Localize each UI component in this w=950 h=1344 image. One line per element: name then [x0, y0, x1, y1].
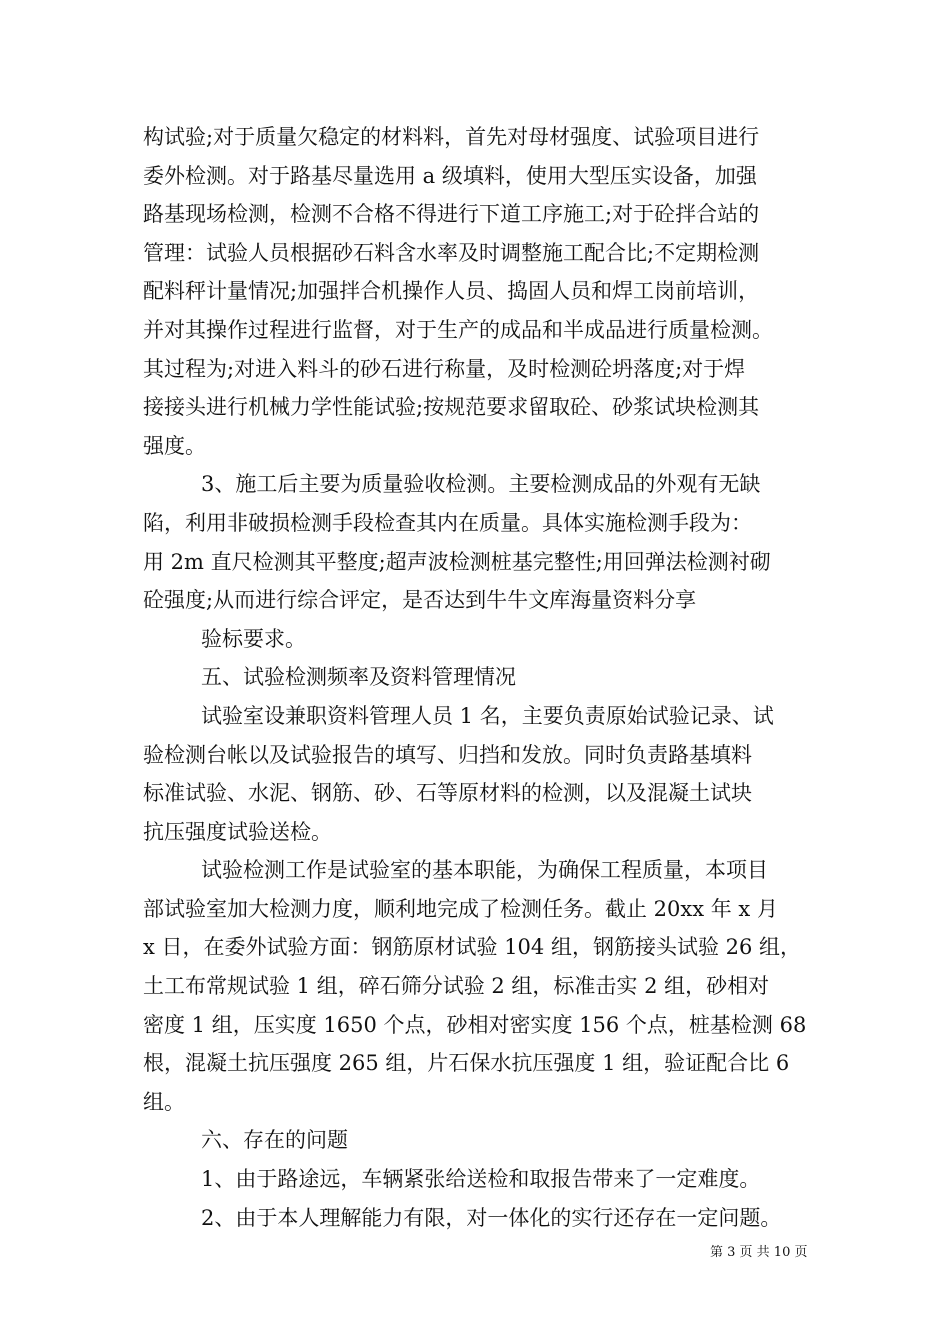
text-line: 路基现场检测，检测不合格不得进行下道工序施工;对于砼拌合站的: [143, 202, 760, 227]
text-line: 其过程为;对进入料斗的砂石进行称量，及时检测砼坍落度;对于焊: [143, 356, 746, 381]
text-line: 构试验;对于质量欠稳定的材料料，首先对母材强度、试验项目进行: [143, 125, 760, 149]
text-line: 验标要求。: [201, 626, 306, 651]
text-line: 接接头进行机械力学性能试验;按规范要求留取砼、砂浆试块检测其: [143, 395, 760, 420]
text-line: 管理：试验人员根据砂石料含水率及时调整施工配合比;不定期检测: [143, 240, 760, 265]
text-line: 试验检测工作是试验室的基本职能，为确保工程质量，本项目: [201, 858, 768, 883]
text-line: 配料秤计量情况;加强拌合机操作人员、捣固人员和焊工岗前培训，: [143, 279, 760, 304]
text-line: 土工布常规试验 1 组，碎石筛分试验 2 组，标准击实 2 组，砂相对: [143, 974, 770, 999]
text-line: 组。: [143, 1089, 185, 1114]
text-line: 陷，利用非破损检测手段检查其内在质量。具体实施检测手段为：: [143, 510, 752, 535]
text-line: 2、由于本人理解能力有限，对一体化的实行还存在一定问题。: [201, 1205, 782, 1230]
text-line: 并对其操作过程进行监督，对于生产的成品和半成品进行质量检测。: [143, 317, 773, 342]
text-line: 根，混凝土抗压强度 265 组，片石保水抗压强度 1 组，验证配合比 6: [143, 1051, 790, 1076]
text-line: 用 2m 直尺检测其平整度;超声波检测桩基完整性;用回弹法检测衬砌: [143, 549, 771, 574]
text-line: 3、施工后主要为质量验收检测。主要检测成品的外观有无缺: [201, 472, 761, 497]
page-number: 第 3 页 共 10 页: [710, 1245, 808, 1260]
text-line: 1、由于路途远，车辆紧张给送检和取报告带来了一定难度。: [201, 1167, 761, 1192]
text-line: 密度 1 组，压实度 1650 个点，砂相对密实度 156 个点，桩基检测 68: [143, 1012, 807, 1037]
text-line: 验检测台帐以及试验报告的填写、归挡和发放。同时负责路基填料: [143, 742, 752, 767]
text-line: x 日，在委外试验方面：钢筋原材试验 104 组，钢筋接头试验 26 组，: [143, 935, 802, 960]
text-line: 砼强度;从而进行综合评定，是否达到牛牛文库海量资料分享: [143, 588, 697, 613]
text-line: 部试验室加大检测力度，顺利地完成了检测任务。截止 20xx 年 x 月: [143, 896, 778, 921]
text-line: 试验室设兼职资料管理人员 1 名，主要负责原始试验记录、试: [201, 703, 774, 728]
document-body: [143, 118, 823, 1237]
section-heading: 六、存在的问题: [201, 1128, 348, 1153]
section-heading: 五、试验检测频率及资料管理情况: [201, 665, 516, 690]
text-line: 抗压强度试验送检。: [143, 819, 332, 844]
text-line: 标准试验、水泥、钢筋、砂、石等原材料的检测，以及混凝土试块: [143, 781, 752, 806]
text-line: 委外检测。对于路基尽量选用 a 级填料，使用大型压实设备，加强: [143, 163, 757, 188]
text-line: 强度。: [143, 433, 206, 458]
